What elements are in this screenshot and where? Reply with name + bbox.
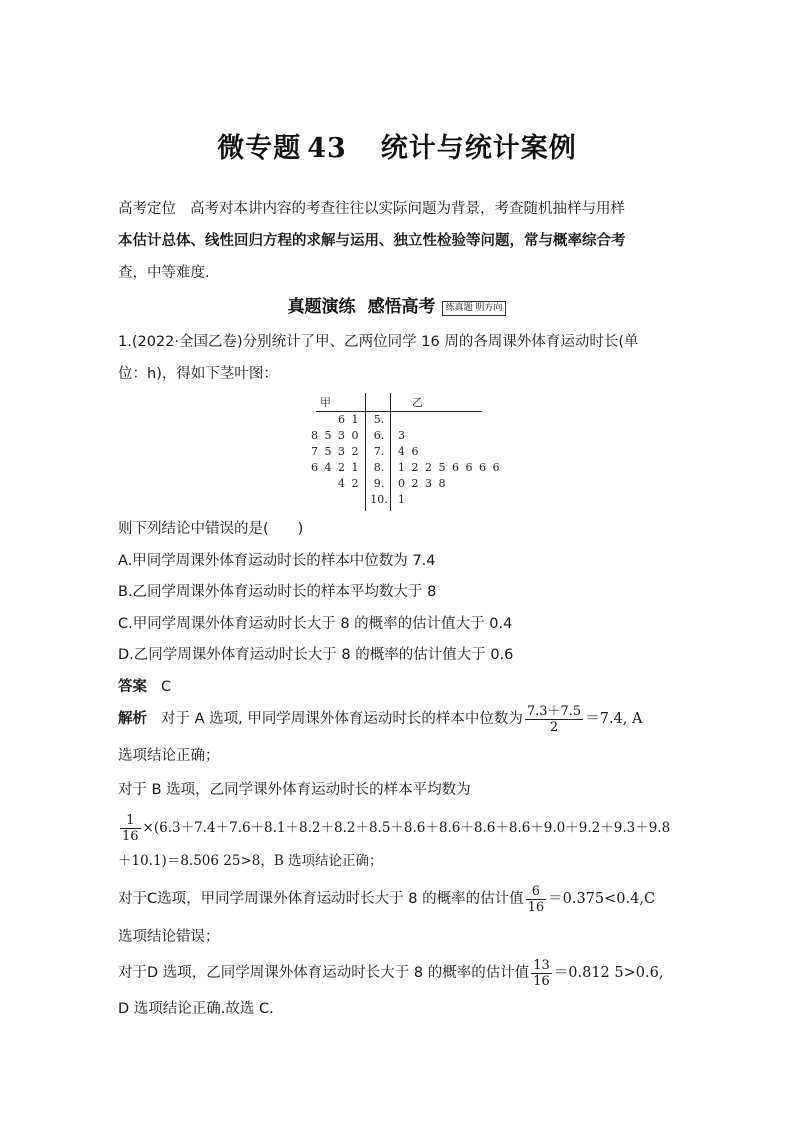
stem-value: 6. bbox=[373, 429, 385, 442]
fraction-denominator: 16 bbox=[533, 973, 550, 989]
stem-leaf-plot bbox=[311, 393, 501, 511]
title-prefix: 微专题 bbox=[217, 133, 302, 164]
stem-row bbox=[311, 461, 501, 477]
question-line-1: 1.(2022·全国乙卷)分别统计了甲、乙两位同学 16 周的各周课外体育运动时长(单 bbox=[118, 334, 639, 350]
solution-c-line-1 bbox=[118, 883, 684, 915]
option-d: D.乙同学周课外体育运动时长大于 8 的概率的估计值大于 0.6 bbox=[118, 647, 514, 663]
solution-b-line-1: 对于 B 选项，乙同学课外体育运动时长的样本平均数为 bbox=[118, 782, 471, 798]
answer-label: 答案 bbox=[118, 679, 147, 695]
left-leaves: 6 4 2 1 bbox=[311, 461, 360, 474]
title-number: 43 bbox=[307, 133, 347, 164]
left-leaves: 4 2 bbox=[338, 477, 360, 490]
right-leaves: 1 2 2 5 6 6 6 6 bbox=[398, 461, 501, 474]
stem-value: 8. bbox=[373, 461, 385, 474]
page-title bbox=[0, 126, 794, 165]
fraction-numerator: 7.3＋7.5 bbox=[526, 703, 582, 719]
fraction-numerator: 6 bbox=[526, 884, 547, 900]
stem-row bbox=[311, 445, 484, 461]
stem-value: 7. bbox=[373, 445, 385, 458]
option-c: C.甲同学周课外体育运动时长大于 8 的概率的估计值大于 0.4 bbox=[118, 616, 513, 632]
question-prompt: 则下列结论中错误的是( ) bbox=[118, 521, 304, 537]
intro-line-2: 本估计总体、线性回归方程的求解与运用、独立性检验等问题，常与概率综合考 bbox=[118, 233, 626, 249]
answer-line bbox=[118, 671, 680, 703]
solution-a-result: ＝7.4, A bbox=[585, 711, 643, 727]
solution-b-sum: ×(6.3＋7.4＋7.6＋8.1＋8.2＋8.2＋8.5＋8.6＋8.6＋8.6＋8.6＋9.0＋9.2＋9.3＋9.8 bbox=[142, 820, 671, 836]
stem-value: 10. bbox=[370, 493, 388, 506]
answer-value: C bbox=[161, 679, 172, 695]
intro-line-3: 查，中等难度. bbox=[118, 265, 210, 281]
solution-d-text: 对于D 选项，乙同学周课外体育运动时长大于 8 的概率的估计值 bbox=[118, 965, 530, 981]
stem-row bbox=[316, 493, 484, 509]
intro-paragraph bbox=[118, 193, 680, 289]
left-leaves: 8 5 3 0 bbox=[311, 429, 360, 442]
section-heading bbox=[0, 292, 794, 317]
solution-c-line-2: 选项结论错误； bbox=[118, 929, 220, 945]
title-topic: 统计与统计案例 bbox=[380, 133, 577, 164]
solution-d-line-1 bbox=[118, 957, 684, 989]
header-yi: 乙 bbox=[412, 396, 423, 409]
question-stem bbox=[118, 326, 680, 390]
solution-d-result: ＝0.812 5>0.6, bbox=[553, 965, 664, 981]
right-leaves: 1 bbox=[398, 493, 407, 506]
solution-b-line-2 bbox=[118, 812, 684, 844]
solution-label: 解析 bbox=[118, 711, 147, 727]
solution-c-text: 对于C选项，甲同学周课外体育运动时长大于 8 的概率的估计值 bbox=[118, 891, 524, 907]
fraction-c bbox=[526, 884, 547, 915]
option-a: A.甲同学周课外体育运动时长的样本中位数为 7.4 bbox=[118, 553, 436, 569]
fraction-median bbox=[525, 704, 583, 735]
fraction-numerator: 13 bbox=[533, 957, 550, 973]
right-leaves: 3 bbox=[398, 429, 407, 442]
solution-a-line-2: 选项结论正确； bbox=[118, 748, 220, 764]
left-leaves: 7 5 3 2 bbox=[311, 445, 360, 458]
intro-line-1: 高考对本讲内容的考查往往以实际问题为背景，考查随机抽样与用样 bbox=[190, 201, 625, 217]
solution-c-result: ＝0.375<0.4,C bbox=[548, 891, 656, 907]
solution-a-line-1 bbox=[118, 703, 684, 735]
left-leaves: 6 1 bbox=[338, 413, 360, 426]
right-leaves: 0 2 3 8 bbox=[398, 477, 447, 490]
stem-row bbox=[316, 413, 484, 429]
solution-a-text: 对于 A 选项, 甲同学周课外体育运动时长的样本中位数为 bbox=[161, 711, 523, 727]
section-tag: 练真题 明方向 bbox=[442, 301, 507, 316]
section-part-1: 真题演练 bbox=[287, 297, 356, 317]
fraction-denominator: 2 bbox=[549, 719, 559, 735]
fraction-one-sixteenth bbox=[120, 813, 141, 844]
fraction-d bbox=[531, 958, 552, 989]
solution-b-line-3: ＋10.1)＝8.506 25>8，B 选项结论正确； bbox=[118, 853, 383, 869]
stem-row bbox=[311, 429, 484, 445]
header-jia: 甲 bbox=[320, 396, 331, 409]
stem-value: 9. bbox=[373, 477, 385, 490]
option-b: B.乙同学周课外体育运动时长的样本平均数大于 8 bbox=[118, 584, 437, 600]
stem-row bbox=[316, 477, 484, 493]
stem-value: 5. bbox=[373, 413, 385, 426]
section-part-2: 感悟高考 bbox=[367, 297, 436, 317]
header-divider bbox=[316, 411, 482, 412]
question-line-2: 位：h)，得如下茎叶图： bbox=[118, 366, 278, 382]
right-leaves: 4 6 bbox=[398, 445, 420, 458]
fraction-denominator: 16 bbox=[527, 899, 545, 915]
fraction-denominator: 16 bbox=[122, 828, 139, 844]
solution-d-line-2: D 选项结论正确.故选 C. bbox=[118, 1001, 274, 1017]
intro-label: 高考定位 bbox=[118, 201, 176, 217]
fraction-numerator: 1 bbox=[120, 813, 141, 829]
